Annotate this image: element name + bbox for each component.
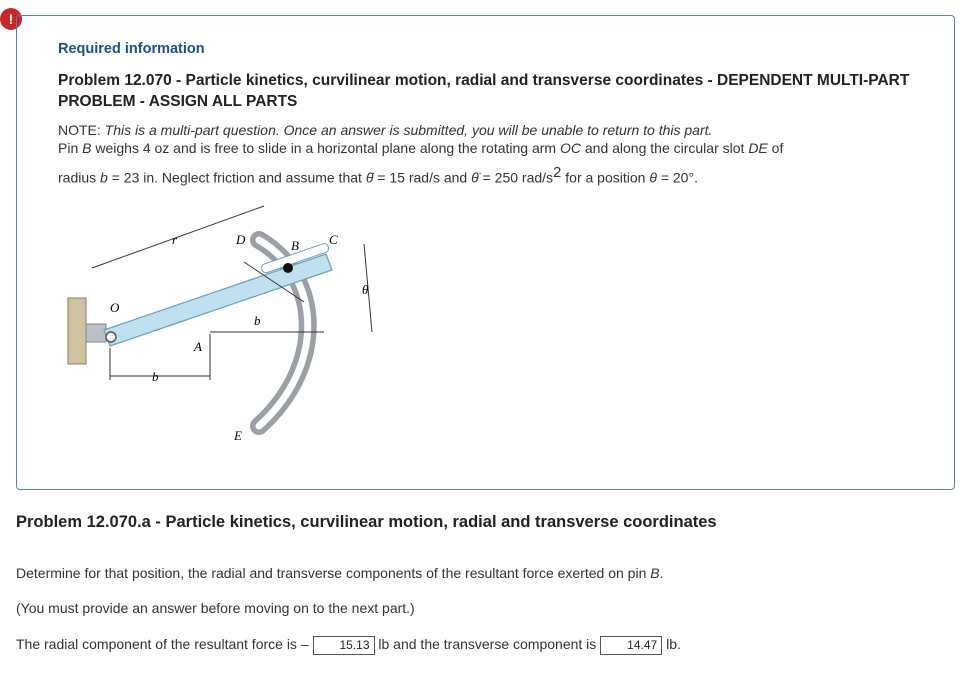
problem-note	[58, 119, 938, 189]
alert-icon: !	[0, 8, 22, 30]
var-b: b	[100, 169, 108, 186]
transverse-answer-input[interactable]: 14.47	[600, 636, 662, 655]
text: weighs 4 oz and is free to slide in a horizontal plane along the rotating arm	[91, 140, 560, 156]
text: and along the circular slot	[580, 140, 749, 156]
theta: θ	[649, 169, 657, 186]
var-de: DE	[748, 140, 768, 156]
text: for a position	[561, 169, 650, 186]
wall-support	[68, 298, 86, 364]
label-o: O	[110, 300, 120, 315]
answer-suffix: lb.	[666, 636, 681, 653]
text: .	[659, 565, 664, 581]
label-c: C	[329, 232, 338, 247]
label-r: r	[172, 232, 178, 247]
superscript: 2	[553, 164, 562, 181]
question-text	[16, 565, 663, 581]
note-label: NOTE:	[58, 122, 101, 138]
text: = 15 rad/s and	[373, 169, 472, 186]
label-b-radius: b	[254, 313, 261, 328]
required-info-heading: Required information	[58, 41, 205, 57]
pivot-bracket	[86, 324, 106, 342]
pivot-o	[106, 332, 116, 342]
label-a: A	[194, 339, 202, 354]
answer-line	[16, 636, 681, 655]
text: = 20°.	[656, 169, 698, 186]
text: Pin	[58, 140, 83, 156]
text: = 250 rad/s	[478, 169, 554, 186]
var-b: B	[82, 140, 92, 156]
theta-dot: θ̇	[365, 169, 374, 186]
text: of	[767, 140, 784, 156]
pin-b	[283, 263, 293, 273]
submission-note: (You must provide an answer before moving on to the next part.)	[16, 600, 415, 616]
label-theta: θ	[362, 282, 369, 297]
text: radius	[58, 169, 101, 186]
radial-answer-input[interactable]: 15.13	[313, 636, 375, 655]
answer-prefix: The radial component of the resultant force is –	[16, 636, 309, 653]
label-b: B	[291, 238, 299, 253]
problem-title: Problem 12.070 - Particle kinetics, curvilinear motion, radial and transverse coordinates - DEPENDENT MULTI-PART PROBLEM - ASSIGN ALL PARTS	[58, 72, 910, 110]
note-line-2	[58, 137, 938, 159]
mechanism-figure	[64, 198, 394, 448]
var-b: B	[650, 565, 660, 581]
answer-middle: lb and the transverse component is	[378, 636, 597, 653]
text: Determine for that position, the radial and transverse components of the resultant force exerted on pin	[16, 565, 651, 581]
theta-ddot: θ̈	[471, 169, 479, 186]
label-b-offset: b	[152, 369, 159, 384]
part-title: Problem 12.070.a - Particle kinetics, curvilinear motion, radial and transverse coordinates	[16, 513, 717, 531]
note-text: This is a multi-part question. Once an answer is submitted, you will be unable to return to this part.	[104, 122, 713, 138]
label-e: E	[234, 428, 242, 443]
note-line-3	[58, 162, 938, 189]
label-d: D	[236, 232, 246, 247]
text: = 23 in. Neglect friction and assume that	[107, 169, 366, 186]
var-oc: OC	[559, 140, 581, 156]
